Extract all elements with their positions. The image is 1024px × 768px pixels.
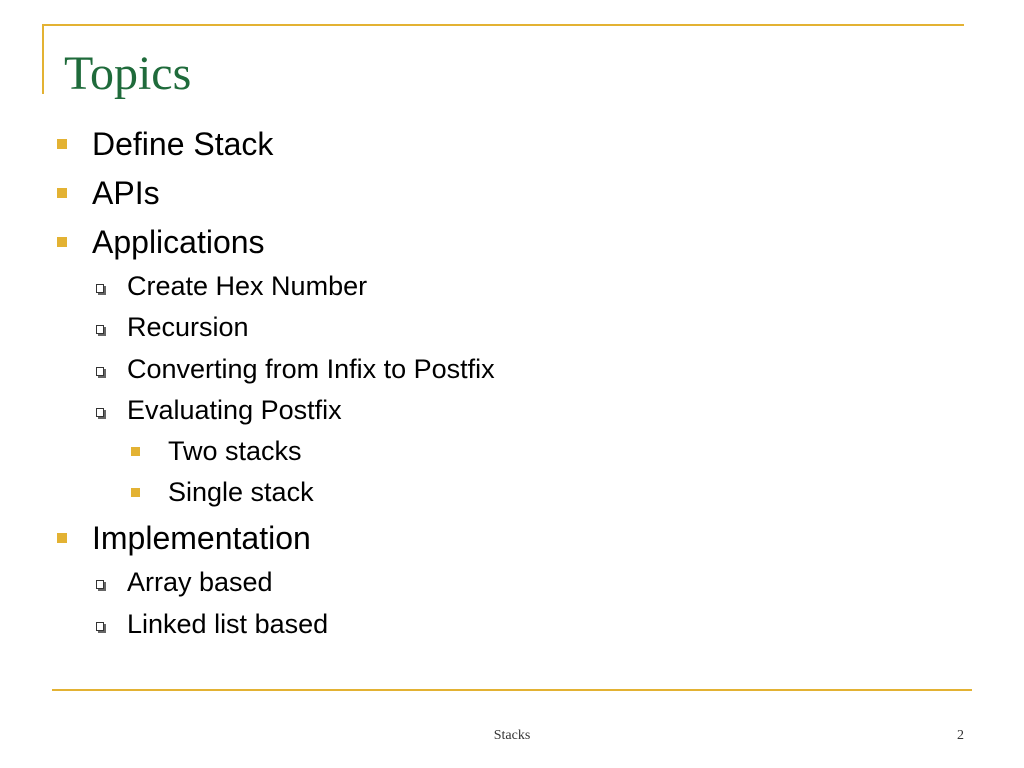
hollow-square-bullet-icon xyxy=(96,408,104,417)
square-bullet-icon xyxy=(131,488,140,497)
sub-bullet-text: Linked list based xyxy=(127,609,329,639)
hollow-square-bullet-icon xyxy=(96,325,104,334)
slide-title: Topics xyxy=(64,47,192,100)
square-bullet-icon xyxy=(57,188,67,198)
sub-sub-bullet-item xyxy=(131,434,302,468)
sub-bullet-item xyxy=(96,565,273,599)
bullet-item xyxy=(57,222,265,262)
hollow-square-bullet-icon xyxy=(96,580,104,589)
footer-title: Stacks xyxy=(493,728,531,743)
bullet-item xyxy=(57,518,311,558)
page-number: 2 xyxy=(957,728,964,743)
square-bullet-icon xyxy=(57,533,67,543)
footer-divider xyxy=(52,689,972,691)
sub-bullet-text: Converting from Infix to Postfix xyxy=(127,354,495,384)
sub-sub-bullet-text: Single stack xyxy=(168,477,314,507)
square-bullet-icon xyxy=(131,447,140,456)
bullet-text: Define Stack xyxy=(92,126,274,162)
hollow-square-bullet-icon xyxy=(96,284,104,293)
sub-bullet-item xyxy=(96,269,367,303)
bullet-item xyxy=(57,124,273,164)
sub-sub-bullet-text: Two stacks xyxy=(168,436,302,466)
sub-bullet-item xyxy=(96,393,342,427)
sub-bullet-text: Create Hex Number xyxy=(127,271,368,301)
sub-bullet-text: Evaluating Postfix xyxy=(127,395,342,425)
sub-sub-bullet-item xyxy=(131,475,314,509)
bullet-text: Applications xyxy=(92,224,265,260)
sub-bullet-item xyxy=(96,352,495,386)
hollow-square-bullet-icon xyxy=(96,367,104,376)
bullet-text: Implementation xyxy=(92,520,311,556)
bullet-text: APIs xyxy=(92,175,160,211)
square-bullet-icon xyxy=(57,139,67,149)
sub-bullet-text: Array based xyxy=(127,567,273,597)
sub-bullet-text: Recursion xyxy=(127,312,249,342)
sub-bullet-item xyxy=(96,310,249,344)
hollow-square-bullet-icon xyxy=(96,622,104,631)
sub-bullet-item xyxy=(96,607,328,641)
bullet-item xyxy=(57,173,160,213)
square-bullet-icon xyxy=(57,237,67,247)
